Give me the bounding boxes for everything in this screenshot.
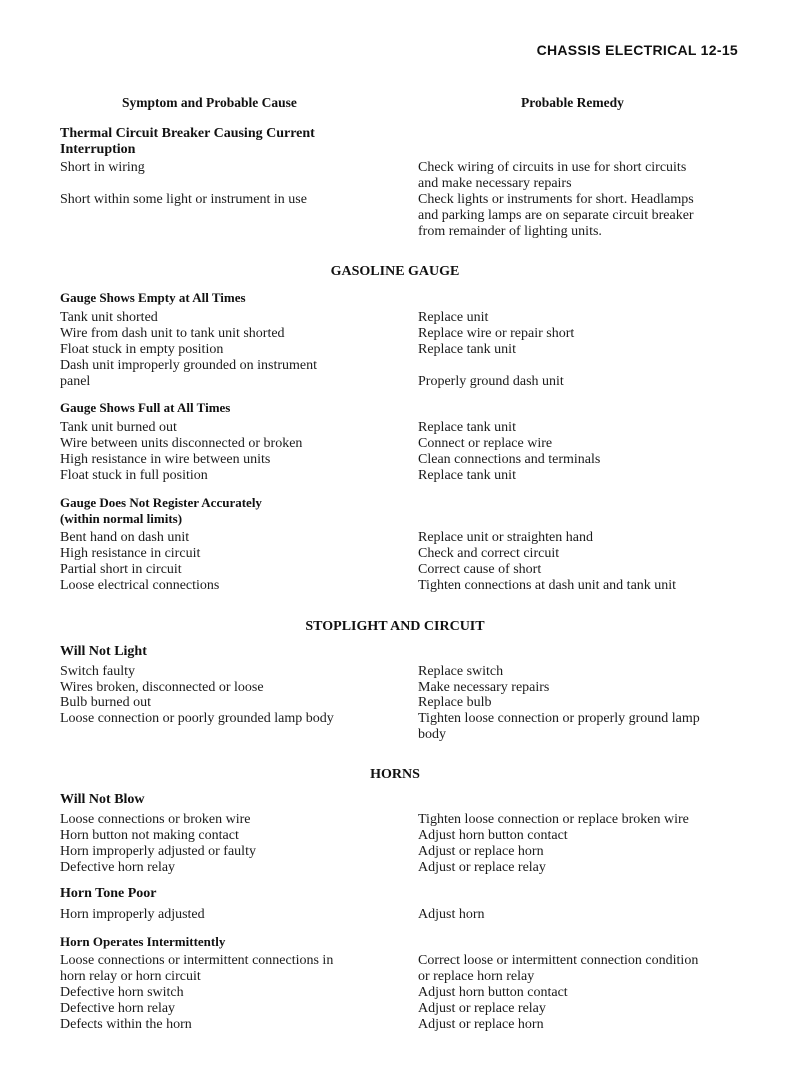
remedy-text: Replace unit or straighten hand: [418, 530, 593, 545]
remedy-text: Correct loose or intermittent connection condition: [418, 953, 699, 968]
cause-text: Wire between units disconnected or broken: [60, 436, 303, 451]
remedy-text: Correct cause of short: [418, 562, 542, 577]
cause-text: Tank unit shorted: [60, 310, 158, 325]
cause-text: panel: [60, 374, 91, 389]
cause-text: Loose connection or poorly grounded lamp body: [60, 711, 334, 726]
column-header-cause: Symptom and Probable Cause: [122, 95, 297, 110]
remedy-text: Check wiring of circuits in use for short circuits: [418, 160, 687, 175]
remedy-text: Adjust or replace relay: [418, 1001, 546, 1016]
remedy-text: body: [418, 727, 446, 742]
remedy-text: Check lights or instruments for short. Headlamps: [418, 192, 694, 207]
remedy-text: Replace bulb: [418, 695, 492, 710]
section-heading-gasoline-gauge: GASOLINE GAUGE: [330, 264, 460, 279]
subheading-gauge-empty: Gauge Shows Empty at All Times: [60, 290, 246, 305]
remedy-text: Replace tank unit: [418, 420, 516, 435]
cause-text: Partial short in circuit: [60, 562, 182, 577]
remedy-text: from remainder of lighting units.: [418, 224, 602, 239]
cause-text: Horn improperly adjusted: [60, 907, 205, 922]
subheading-gauge-inaccurate-line1: Gauge Does Not Register Accurately: [60, 495, 262, 510]
cause-text: Wire from dash unit to tank unit shorted: [60, 326, 285, 341]
remedy-text: Replace unit: [418, 310, 489, 325]
cause-text: Dash unit improperly grounded on instrument: [60, 358, 318, 373]
remedy-text: Clean connections and terminals: [418, 452, 601, 467]
cause-text: Wires broken, disconnected or loose: [60, 680, 264, 695]
cause-text: Defects within the horn: [60, 1017, 192, 1032]
cause-text: Short within some light or instrument in use: [60, 192, 307, 207]
cause-text: Loose electrical connections: [60, 578, 220, 593]
remedy-text: Properly ground dash unit: [418, 374, 564, 389]
remedy-text: Adjust or replace horn: [418, 1017, 544, 1032]
cause-text: horn relay or horn circuit: [60, 969, 201, 984]
section-heading-stoplight: STOPLIGHT AND CIRCUIT: [305, 619, 485, 634]
subheading-horn-intermittent: Horn Operates Intermittently: [60, 934, 226, 949]
cause-text: Defective horn relay: [60, 860, 176, 875]
remedy-text: Adjust horn: [418, 907, 485, 922]
cause-text: Bulb burned out: [60, 695, 151, 710]
subheading-will-not-light: Will Not Light: [60, 644, 147, 659]
cause-text: High resistance in circuit: [60, 546, 201, 561]
remedy-text: Adjust horn button contact: [418, 985, 568, 1000]
cause-text: Switch faulty: [60, 664, 136, 679]
subheading-thermal-line1: Thermal Circuit Breaker Causing Current: [60, 126, 315, 141]
section-heading-horns: HORNS: [370, 767, 420, 782]
remedy-text: Tighten loose connection or replace broken wire: [418, 812, 689, 827]
cause-text: High resistance in wire between units: [60, 452, 271, 467]
cause-text: Loose connections or intermittent connections in: [60, 953, 334, 968]
cause-text: Float stuck in empty position: [60, 342, 224, 357]
subheading-gauge-inaccurate-line2: (within normal limits): [60, 511, 183, 526]
subheading-gauge-full: Gauge Shows Full at All Times: [60, 400, 231, 415]
cause-text: Tank unit burned out: [60, 420, 177, 435]
remedy-text: Replace switch: [418, 664, 504, 679]
remedy-text: Replace tank unit: [418, 342, 516, 357]
remedy-text: and make necessary repairs: [418, 176, 572, 191]
remedy-text: Check and correct circuit: [418, 546, 560, 561]
subheading-thermal-line2: Interruption: [60, 142, 136, 157]
cause-text: Loose connections or broken wire: [60, 812, 251, 827]
cause-text: Short in wiring: [60, 160, 145, 175]
remedy-text: Adjust horn button contact: [418, 828, 568, 843]
cause-text: Horn improperly adjusted or faulty: [60, 844, 256, 859]
remedy-text: Replace wire or repair short: [418, 326, 575, 341]
remedy-text: Tighten loose connection or properly ground lamp: [418, 711, 700, 726]
remedy-text: Make necessary repairs: [418, 680, 550, 695]
cause-text: Defective horn relay: [60, 1001, 176, 1016]
cause-text: Horn button not making contact: [60, 828, 239, 843]
cause-text: Bent hand on dash unit: [60, 530, 190, 545]
running-head: CHASSIS ELECTRICAL 12-15: [536, 42, 738, 58]
cause-text: Defective horn switch: [60, 985, 184, 1000]
remedy-text: Adjust or replace horn: [418, 844, 544, 859]
column-header-remedy: Probable Remedy: [521, 95, 624, 110]
remedy-text: Connect or replace wire: [418, 436, 553, 451]
subheading-horn-tone-poor: Horn Tone Poor: [60, 886, 157, 901]
cause-text: Float stuck in full position: [60, 468, 208, 483]
remedy-text: and parking lamps are on separate circuit breaker: [418, 208, 694, 223]
subheading-will-not-blow: Will Not Blow: [60, 792, 145, 807]
remedy-text: Replace tank unit: [418, 468, 516, 483]
remedy-text: or replace horn relay: [418, 969, 535, 984]
remedy-text: Tighten connections at dash unit and tank unit: [418, 578, 677, 593]
remedy-text: Adjust or replace relay: [418, 860, 546, 875]
